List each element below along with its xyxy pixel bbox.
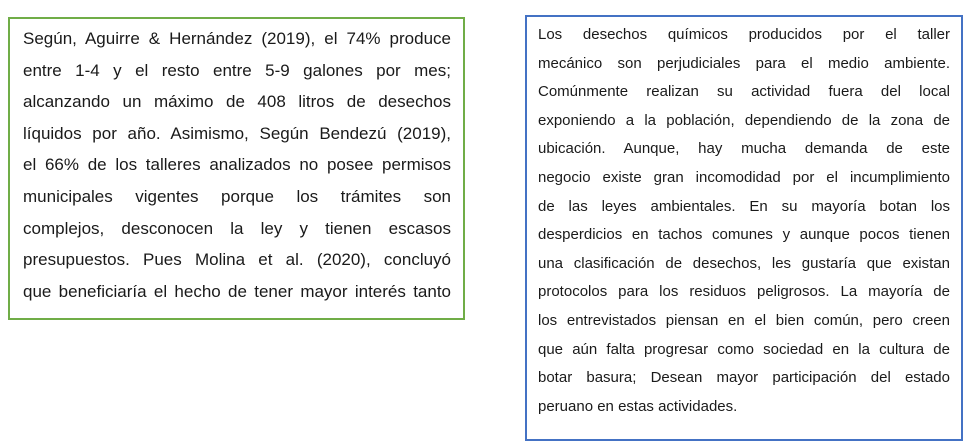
right-line: desperdicios en tachos comunes y aunque pocos tienen — [538, 226, 950, 244]
right-line: protocolos para los residuos peligrosos. La mayoría de — [538, 283, 950, 301]
right-line: de las leyes ambientales. En su mayoría botan los — [538, 197, 950, 215]
left-line: que beneficiaría el hecho de tener mayor interés tanto — [23, 281, 451, 301]
right-line: que aún falta progresar como sociedad en la cultura de — [538, 340, 950, 358]
left-line: municipales vigentes porque los trámites son — [23, 186, 451, 206]
right-line: negocio existe gran incomodidad por el incumplimiento — [538, 168, 950, 186]
left-line: alcanzando un máximo de 408 litros de desechos — [23, 92, 451, 112]
right-line: mecánico son perjudiciales para el medio ambiente. — [538, 54, 950, 72]
left-line: complejos, desconocen la ley y tienen escasos — [23, 218, 451, 238]
right-line: una clasificación de desechos, les gustaría que existan — [538, 254, 950, 272]
left-text-box — [8, 17, 465, 320]
right-line: Los desechos químicos producidos por el taller — [538, 26, 950, 43]
left-line: presupuestos. Pues Molina et al. (2020), concluyó — [23, 250, 451, 270]
right-text-box — [525, 15, 963, 441]
right-line: los entrevistados piensan en el bien común, pero creen — [538, 311, 950, 329]
left-line: líquidos por año. Asimismo, Según Bendezú (2019), — [23, 123, 451, 143]
right-line: botar basura; Desean mayor participación del estado — [538, 369, 950, 387]
right-line: Comúnmente realizan su actividad fuera del local — [538, 83, 950, 101]
right-line: ubicación. Aunque, hay mucha demanda de este — [538, 140, 950, 158]
left-line: entre 1-4 y el resto entre 5-9 galones por mes; — [23, 60, 451, 80]
right-line: peruano en estas actividades. — [538, 397, 738, 415]
right-line: exponiendo a la población, dependiendo de la zona de — [538, 111, 950, 129]
left-line: Según, Aguirre & Hernández (2019), el 74% produce — [23, 29, 451, 48]
left-paragraph — [23, 19, 451, 307]
right-paragraph — [538, 17, 950, 421]
left-line: el 66% de los talleres analizados no posee permisos — [23, 155, 451, 175]
